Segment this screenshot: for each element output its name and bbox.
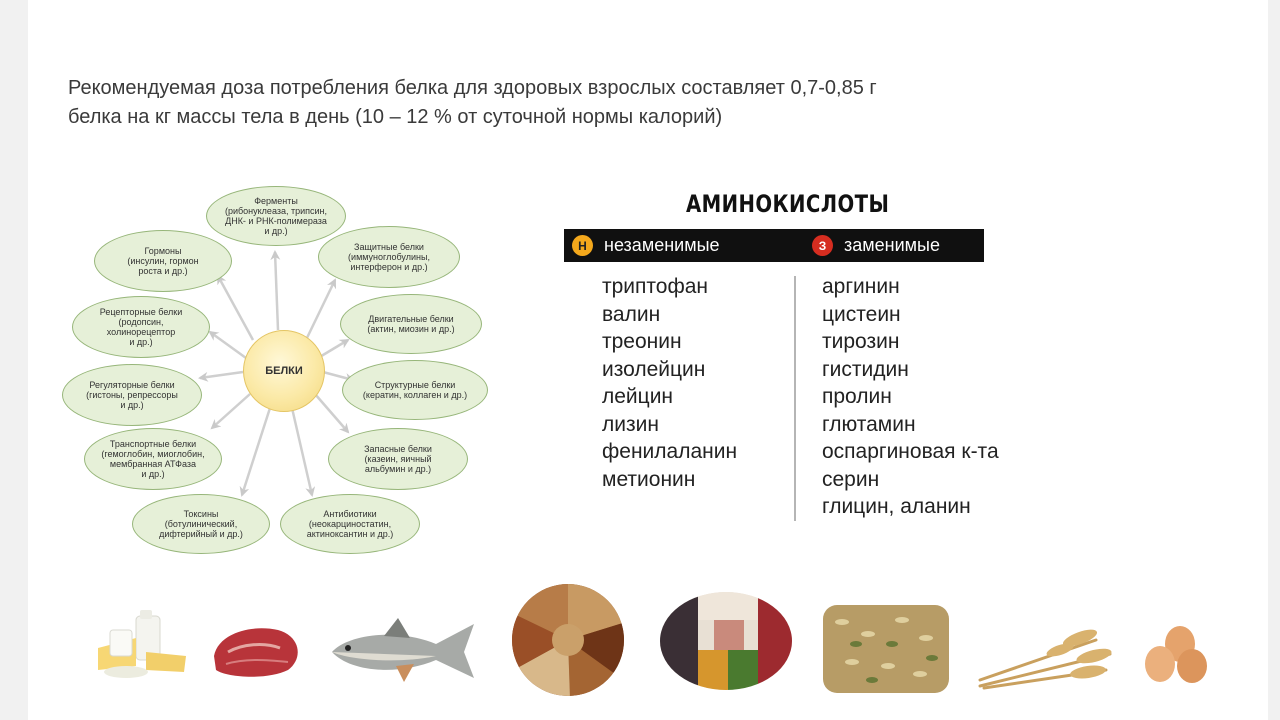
arrow-to-fermenty <box>275 252 278 330</box>
list-item: аргинин <box>822 275 900 298</box>
list-item: изолейцин <box>602 357 706 381</box>
node-toksiny: Токсины (ботулинический, дифтерийный и др.) <box>132 494 270 554</box>
arrow-to-antibiotiki <box>292 408 312 495</box>
list-item: оспаргиновая к-та <box>822 440 999 463</box>
intro-line-1: Рекомендуемая доза потребления белка для здоровых взрослых составляет 0,7-0,85 г <box>68 77 877 99</box>
arrow-to-gormony <box>218 276 253 340</box>
intro-text <box>68 74 1068 132</box>
amino-acids-header-bar <box>564 229 984 262</box>
list-item: метионин <box>602 467 696 491</box>
node-strukturnye: Структурные белки (кератин, коллаген и др.) <box>342 360 488 420</box>
list-item: лейцин <box>602 385 674 408</box>
dairy-products-icon <box>96 608 188 680</box>
left-frame <box>0 0 28 720</box>
arrow-to-zashchitnye <box>305 280 335 342</box>
nonessential-label: заменимые <box>844 235 940 255</box>
list-item: глицин, аланин <box>822 495 971 518</box>
list-item: серин <box>822 467 880 491</box>
node-zapasnye: Запасные белки (казеин, яичный альбумин и др.) <box>328 428 468 490</box>
arrow-to-retseptornye <box>210 332 246 358</box>
list-item: тирозин <box>822 330 900 353</box>
list-item: треонин <box>602 330 682 353</box>
arrow-to-toksiny <box>242 408 270 495</box>
essential-amino-list <box>602 273 737 493</box>
arrow-to-dvigatelnye <box>318 340 348 358</box>
arrow-to-regulyatornye <box>200 372 243 378</box>
node-retseptornye: Рецепторные белки (родопсин, холинорецептор и др.) <box>72 296 210 358</box>
amino-column-divider <box>794 276 796 521</box>
node-zashchitnye: Защитные белки (иммуноглобулины, интерферон и др.) <box>318 226 460 288</box>
node-gormony: Гормоны (инсулин, гормон роста и др.) <box>94 230 232 292</box>
list-item: глютамин <box>822 412 916 436</box>
node-transportnye: Транспортные белки (гемоглобин, миоглобин, мембранная АТФаза и др.) <box>84 428 222 490</box>
arrow-to-zapasnye <box>315 394 348 432</box>
node-fermenty: Ферменты (рибонуклеаза, трипсин, ДНК- и РНК-полимераза и др.) <box>206 186 346 246</box>
node-dvigatelnye: Двигательные белки (актин, миозин и др.) <box>340 294 482 354</box>
right-frame <box>1268 0 1280 720</box>
wheat-ears-icon <box>976 620 1116 692</box>
list-item: цистеин <box>822 302 901 326</box>
arrow-to-transportnye <box>212 394 250 428</box>
list-item: лизин <box>602 412 659 436</box>
node-antibiotiki: Антибиотики (неокарциностатин, актиноксантин и др.) <box>280 494 420 554</box>
fish-icon <box>328 614 478 686</box>
list-item: триптофан <box>602 275 709 298</box>
list-item: гистидин <box>822 357 909 381</box>
node-regulyatornye: Регуляторные белки (гистоны, репрессоры и др.) <box>62 364 202 426</box>
essential-badge: Н <box>572 235 593 256</box>
nonessential-badge: З <box>812 235 833 256</box>
diagram-center-proteins: БЕЛКИ <box>243 330 325 412</box>
protein-functions-diagram <box>60 180 500 565</box>
beans-legumes-icon <box>658 590 794 692</box>
intro-line-2: белка на кг массы тела в день (10 – 12 % от суточной нормы калорий) <box>68 106 723 128</box>
list-item: валин <box>602 302 661 326</box>
seeds-grains-icon <box>822 604 950 694</box>
eggs-icon <box>1140 624 1216 684</box>
nuts-mix-icon <box>510 582 626 698</box>
amino-acids-title: АМИНОКИСЛОТЫ <box>686 190 890 218</box>
nonessential-amino-list <box>822 273 999 521</box>
list-item: фенилаланин <box>602 440 738 463</box>
list-item: пролин <box>822 385 892 408</box>
essential-label: незаменимые <box>604 235 720 255</box>
raw-meat-icon <box>208 622 304 678</box>
